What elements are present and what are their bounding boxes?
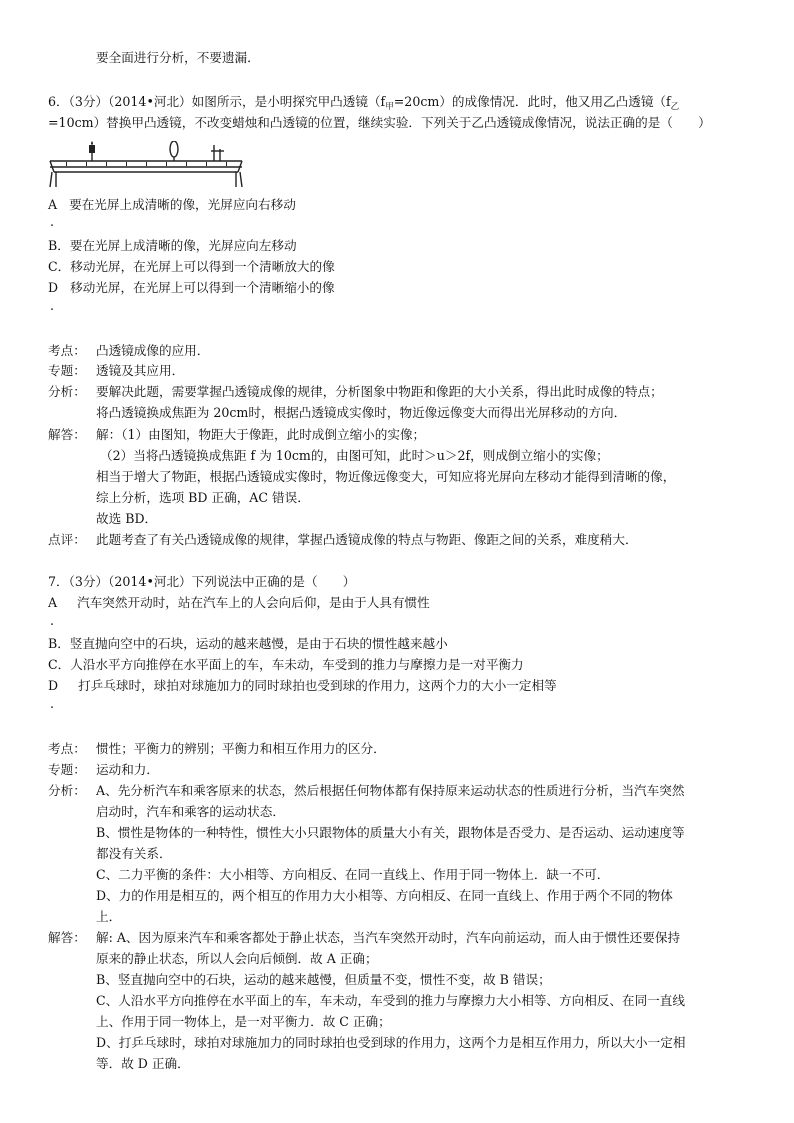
- q6-option-a-dot: .: [50, 214, 55, 229]
- q6-jieda-4: 综上分析，选项 BD 正确，AC 错误．: [96, 490, 310, 505]
- q7-fenxi-label: 分析：: [48, 783, 86, 798]
- q7-fenxi-7: 上．: [96, 909, 122, 924]
- q7-jieda-label: 解答：: [48, 930, 86, 945]
- q7-zhuanti-label: 专题：: [48, 762, 86, 777]
- q6-zhuanti-label: 专题：: [48, 363, 86, 378]
- q6-kaodian: 凸透镜成像的应用．: [96, 343, 210, 358]
- q6-option-a: A 要在光屏上成清晰的像，光屏应向右移动: [48, 197, 296, 212]
- q6-jieda-2: （2）当将凸透镜换成焦距 f 为 10cm的，由图可知，此时＞u＞2f，则成倒立缩小的实像；: [100, 448, 609, 463]
- q6-option-d: D 移动光屏，在光屏上可以得到一个清晰缩小的像: [48, 280, 335, 295]
- q6-jieda-3: 相当于增大了物距，根据凸透镜成实像时，物近像远像变大，可知应将光屏向左移动才能得到清晰的像，: [96, 469, 676, 484]
- q6-option-b: B．要在光屏上成清晰的像，光屏应向左移动: [48, 238, 297, 253]
- q6-stem-line2: =10cm）替换甲凸透镜，不改变蜡烛和凸透镜的位置，继续实验．下列关于乙凸透镜成像情况，说法正确的是（ ）: [48, 115, 711, 130]
- q7-option-c: C．人沿水平方向推停在水平面上的车，车未动，车受到的推力与摩擦力是一对平衡力: [48, 657, 524, 672]
- q7-option-d: D 打乒乓球时，球拍对球施加力的同时球拍也受到球的作用力，这两个力的大小一定相等: [48, 678, 557, 693]
- q7-fenxi-1: A、先分析汽车和乘客原来的状态，然后根据任何物体都有保持原来运动状态的性质进行分析，当汽车突然: [96, 783, 685, 798]
- q7-option-b: B．竖直抛向空中的石块，运动的越来越慢，是由于石块的惯性越来越小: [48, 636, 448, 651]
- q6-zhuanti: 透镜及其应用．: [96, 363, 185, 378]
- q7-jieda-2: 原来的静止状态，所以人会向后倾倒．故 A 正确；: [96, 951, 378, 966]
- q6-fenxi-2: 将凸透镜换成焦距为 20cm时，根据凸透镜成实像时，物近像远像变大而得出光屏移动的方向．: [96, 405, 627, 420]
- q7-zhuanti: 运动和力．: [96, 762, 159, 777]
- q7-option-d-dot: .: [50, 696, 55, 711]
- q6-option-c: C．移动光屏，在光屏上可以得到一个清晰放大的像: [48, 259, 335, 274]
- optical-bench-figure: [46, 141, 246, 191]
- q6-dianping: 此题考查了有关凸透镜成像的规律，掌握凸透镜成像的特点与物距、像距之间的关系，难度稍大．: [96, 532, 638, 547]
- q7-fenxi-3: B、惯性是物体的一种特性，惯性大小只跟物体的质量大小有关，跟物体是否受力、是否运动、运动速度等: [96, 825, 685, 840]
- q7-option-a-dot: .: [50, 613, 55, 628]
- q7-stem: 7．（3分）（2014•河北）下列说法中正确的是（ ）: [48, 574, 356, 589]
- q7-jieda-4: C、人沿水平方向推停在水平面上的车，车未动，车受到的推力与摩擦力大小相等、方向相反、在同一直线: [96, 993, 685, 1008]
- q6-kaodian-label: 考点：: [48, 343, 86, 358]
- q6-fenxi-1: 要解决此题，需要掌握凸透镜成像的规律，分析图象中物距和像距的大小关系，得出此时成像的特点；: [96, 384, 663, 399]
- q7-fenxi-6: D、力的作用是相互的，两个相互的作用力大小相等、方向相反、在同一直线上、作用于两个不同的物体: [96, 888, 673, 903]
- q6-jieda-1: 解：（1）由图知，物距大于像距，此时成倒立缩小的实像；: [96, 427, 426, 442]
- q7-jieda-6: D、打乒乓球时，球拍对球施加力的同时球拍也受到球的作用力，这两个力是相互作用力，所以大小一定相: [96, 1035, 686, 1050]
- q7-jieda-5: 上、作用于同一物体上，是一对平衡力．故 C 正确；: [96, 1014, 391, 1029]
- q7-jieda-3: B、竖直抛向空中的石块，运动的越来越慢，但质量不变，惯性不变，故 B 错误；: [96, 972, 551, 987]
- prev-answer-tail: 要全面进行分析，不要遗漏．: [96, 50, 260, 65]
- q7-option-a: A 汽车突然开动时，站在汽车上的人会向后仰，是由于人具有惯性: [48, 595, 430, 610]
- q7-jieda-7: 等．故 D 正确．: [96, 1056, 190, 1071]
- q6-jieda-label: 解答：: [48, 427, 86, 442]
- q6-stem-line1: 6．（3分）（2014•河北）如图所示，是小明探究甲凸透镜$(f_甲=20cm)$的成像情况．此时，他又用乙凸透镜（$f_乙$: [48, 94, 680, 112]
- q7-kaodian: 惯性；平衡力的辨别；平衡力和相互作用力的区分．: [96, 741, 386, 756]
- q7-kaodian-label: 考点：: [48, 741, 86, 756]
- q6-option-d-dot: .: [50, 298, 55, 313]
- q7-fenxi-2: 启动时，汽车和乘客的运动状态．: [96, 804, 285, 819]
- q6-dianping-label: 点评：: [48, 532, 86, 547]
- q7-fenxi-5: C、二力平衡的条件：大小相等、方向相反、在同一直线上、作用于同一物体上．缺一不可．: [96, 867, 610, 882]
- q7-fenxi-4: 都没有关系．: [96, 846, 172, 861]
- q7-jieda-1: 解: A、因为原来汽车和乘客都处于静止状态，当汽车突然开动时，汽车向前运动，而人由于惯性还要保持: [96, 930, 681, 945]
- q6-jieda-5: 故选 BD．: [96, 511, 158, 526]
- q6-fenxi-label: 分析：: [48, 384, 86, 399]
